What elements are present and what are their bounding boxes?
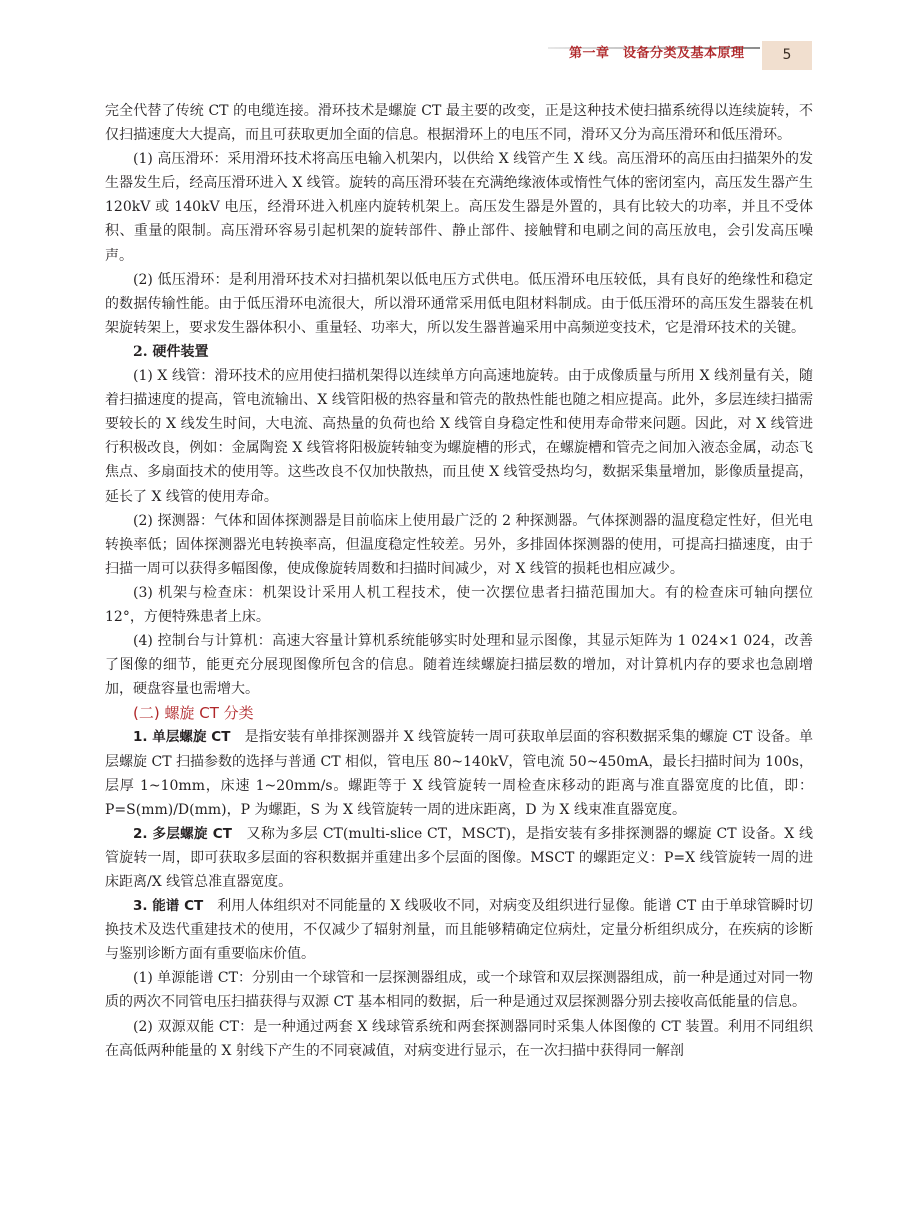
paragraph-single-slice-ct xyxy=(105,725,813,821)
term-multi-slice-ct: 2. 多层螺旋 CT xyxy=(133,825,232,842)
chapter-title: 第一章 设备分类及基本原理 xyxy=(569,46,745,61)
text-single-slice-ct: 是指安装有单排探测器并 X 线管旋转一周可获取单层面的容积数据采集的螺旋 CT 设备。单层螺旋 CT 扫描参数的选择与普通 CT 相似，管电压 80~140kV，管电流 50~450mA，最长扫描时间为 100s，层厚 1~10mm，床速 1~20mm/s。螺距等于 X 线管旋转一周检查床移动的距离与准直器宽度的比值，即：P=S(mm)/D(mm)，P 为螺距，S 为 X 线管旋转一周的进床距离，D 为 X 线束准直器宽度。 xyxy=(105,729,813,818)
section-heading-spiral-ct-classification: (二) 螺旋 CT 分类 xyxy=(133,704,254,723)
paragraph-single-source-spectral-ct: (1) 单源能谱 CT：分别由一个球管和一层探测器组成，或一个球管和双层探测器组成，前一种是通过对同一物质的两次不同管电压扫描获得与双源 CT 基本相同的数据，后一种是通过双层探测器分别去接收高低能量的信息。 xyxy=(105,970,813,1011)
paragraph-gantry-table: (3) 机架与检查床：机架设计采用人机工程技术，使一次摆位患者扫描范围加大。有的检查床可轴向摆位 12°，方便特殊患者上床。 xyxy=(105,584,813,625)
paragraph-xray-tube: (1) X 线管：滑环技术的应用使扫描机架得以连续单方向高速地旋转。由于成像质量与所用 X 线剂量有关，随着扫描速度的提高，管电流输出、X 线管阳极的热容量和管壳的散热性能也随之相应提高。此外，多层连续扫描需要较长的 X 线发生时间，大电流、高热量的负荷也给 X 线管自身稳定性和使用寿命带来问题。因此，对 X 线管进行积极改良，例如：金属陶瓷 X 线管将阳极旋转轴变为螺旋槽的形式，在螺旋槽和管壳之间加入液态金属，动态飞焦点、多扇面技术的使用等。这些改良不仅加快散热，而且使 X 线管受热均匀，数据采集量增加，影像质量提高，延长了 X 线管的使用寿命。 xyxy=(105,368,813,505)
heading-hardware: 2. 硬件装置 xyxy=(133,343,209,360)
paragraph-detector: (2) 探测器：气体和固体探测器是目前临床上使用最广泛的 2 种探测器。气体探测器的温度稳定性好，但光电转换率低；固体探测器光电转换率高，但温度稳定性较差。另外，多排固体探测器的使用，可提高扫描速度，由于扫描一周可以获得多幅图像，使成像旋转周数和扫描时间减少，对 X 线管的损耗也相应减少。 xyxy=(105,512,813,577)
page-number: 5 xyxy=(762,41,812,70)
text-spectral-ct: 利用人体组织对不同能量的 X 线吸收不同，对病变及组织进行显像。能谱 CT 由于单球管瞬时切换技术及迭代重建技术的使用，不仅减少了辐射剂量，而且能够精确定位病灶，定量分析组织成分，在疾病的诊断与鉴别诊断方面有重要临床价值。 xyxy=(105,898,813,963)
paragraph-dual-source-dual-energy-ct: (2) 双源双能 CT：是一种通过两套 X 线球管系统和两套探测器同时采集人体图像的 CT 装置。利用不同组织在高低两种能量的 X 射线下产生的不同衰减值，对病变进行显示，在一次扫描中获得同一解剖 xyxy=(105,1018,813,1059)
paragraph-multi-slice-ct xyxy=(105,822,813,894)
page-body xyxy=(105,99,813,1063)
term-single-slice-ct: 1. 单层螺旋 CT xyxy=(133,729,231,746)
paragraph-console-computer: (4) 控制台与计算机：高速大容量计算机系统能够实时处理和显示图像，其显示矩阵为 1 024×1 024，改善了图像的细节，能更充分展现图像所包含的信息。随着连续螺旋扫描层数的增加，对计算机内存的要求也急剧增加，硬盘容量也需增大。 xyxy=(105,633,813,698)
paragraph-spectral-ct xyxy=(105,894,813,966)
paragraph-continuation: 完全代替了传统 CT 的电缆连接。滑环技术是螺旋 CT 最主要的改变，正是这种技术使扫描系统得以连续旋转，不仅扫描速度大大提高，而且可获取更加全面的信息。根据滑环上的电压不同，滑环又分为高压滑环和低压滑环。 xyxy=(105,103,813,144)
paragraph-low-voltage-slip-ring: (2) 低压滑环：是利用滑环技术对扫描机架以低电压方式供电。低压滑环电压较低，具有良好的绝缘性和稳定的数据传输性能。由于低压滑环电流很大，所以滑环通常采用低电阻材料制成。由于低压滑环的高压发生器装在机架旋转架上，要求发生器体积小、重量轻、功率大，所以发生器普遍采用中高频逆变技术，它是滑环技术的关键。 xyxy=(105,271,813,336)
term-spectral-ct: 3. 能谱 CT xyxy=(133,898,204,915)
text-multi-slice-ct: 又称为多层 CT(multi-slice CT，MSCT)，是指安装有多排探测器的螺旋 CT 设备。X 线管旋转一周，即可获取多层面的容积数据并重建出多个层面的图像。MSCT 的螺距定义：P=X 线管旋转一周的进床距离/X 线管总准直器宽度。 xyxy=(105,825,813,890)
paragraph-high-voltage-slip-ring: (1) 高压滑环：采用滑环技术将高压电输入机架内，以供给 X 线管产生 X 线。高压滑环的高压由扫描架外的发生器发生后，经高压滑环进入 X 线管。旋转的高压滑环装在充满绝缘液体或惰性气体的密闭室内，高压发生器产生 120kV 或 140kV 电压，经滑环进入机座内旋转机架上。高压发生器是外置的，具有比较大的功率，并且不受体积、重量的限制。高压滑环容易引起机架的旋转部件、静止部件、接触臂和电刷之间的高压放电，会引发高压噪声。 xyxy=(105,151,813,264)
